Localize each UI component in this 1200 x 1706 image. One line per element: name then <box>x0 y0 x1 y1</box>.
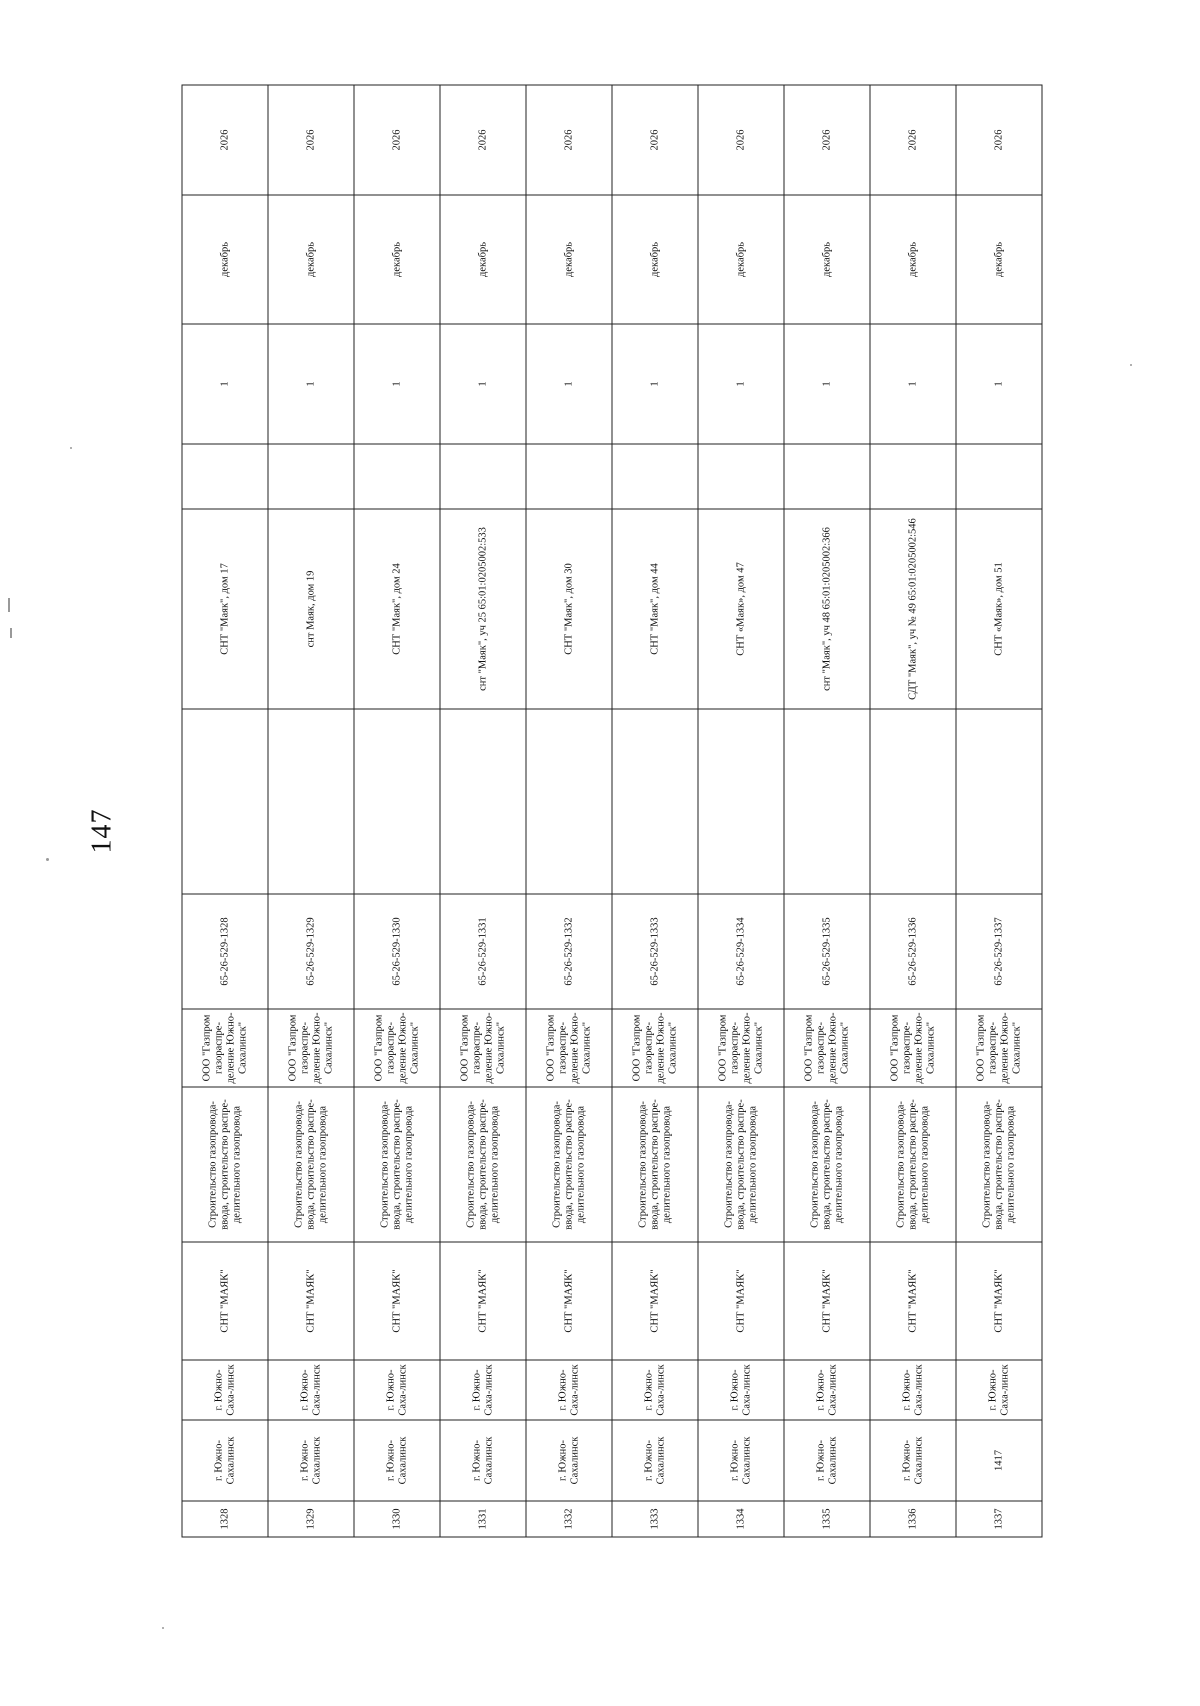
count-cell: 1 <box>698 324 784 444</box>
code-cell: 65-26-529-1331 <box>440 894 526 1009</box>
table-row <box>268 85 354 1537</box>
address-cell: снт Маяк, дом 19 <box>268 509 354 709</box>
object-cell: СНТ "МАЯК" <box>268 1242 354 1360</box>
organization-cell: ООО "Газпром газораспре-деление Южно-Сахалинск" <box>182 1009 268 1087</box>
table-row <box>698 85 784 1537</box>
empty-cell <box>698 709 784 894</box>
scan-speck <box>8 598 10 612</box>
year-cell: 2026 <box>956 85 1042 195</box>
locality-cell: г. Южно-Саха-линск <box>870 1360 956 1420</box>
month-cell: декабрь <box>612 195 698 324</box>
code-cell: 65-26-529-1329 <box>268 894 354 1009</box>
row-number-cell: 1330 <box>354 1501 440 1537</box>
object-cell: СНТ "МАЯК" <box>698 1242 784 1360</box>
organization-cell: ООО "Газпром газораспре-деление Южно-Сахалинск" <box>354 1009 440 1087</box>
locality-cell: г. Южно-Саха-линск <box>268 1360 354 1420</box>
year-cell: 2026 <box>698 85 784 195</box>
locality-cell: г. Южно-Саха-линск <box>956 1360 1042 1420</box>
object-cell: СНТ "МАЯК" <box>612 1242 698 1360</box>
empty-cell <box>956 444 1042 509</box>
activity-cell: Строительство газопровода-ввода, строительство распре-делительного газопровода <box>612 1087 698 1242</box>
address-cell: СДТ "Маяк", уч № 49 65:01:0205002:546 <box>870 509 956 709</box>
district-cell: г. Южно-Сахалинск <box>526 1420 612 1501</box>
count-cell: 1 <box>182 324 268 444</box>
year-cell: 2026 <box>182 85 268 195</box>
address-cell: СНТ «Маяк», дом 47 <box>698 509 784 709</box>
empty-cell <box>526 709 612 894</box>
activity-cell: Строительство газопровода-ввода, строительство распре-делительного газопровода <box>956 1087 1042 1242</box>
count-cell: 1 <box>870 324 956 444</box>
district-cell: 1417 <box>956 1420 1042 1501</box>
empty-cell <box>182 709 268 894</box>
month-cell: декабрь <box>698 195 784 324</box>
row-number-cell: 1329 <box>268 1501 354 1537</box>
code-cell: 65-26-529-1335 <box>784 894 870 1009</box>
district-cell: г. Южно-Сахалинск <box>182 1420 268 1501</box>
object-cell: СНТ "МАЯК" <box>440 1242 526 1360</box>
month-cell: декабрь <box>182 195 268 324</box>
month-cell: декабрь <box>870 195 956 324</box>
year-cell: 2026 <box>268 85 354 195</box>
locality-cell: г. Южно-Саха-линск <box>612 1360 698 1420</box>
row-number-cell: 1333 <box>612 1501 698 1537</box>
month-cell: декабрь <box>956 195 1042 324</box>
organization-cell: ООО "Газпром газораспре-деление Южно-Сахалинск" <box>784 1009 870 1087</box>
table-row <box>354 85 440 1537</box>
organization-cell: ООО "Газпром газораспре-деление Южно-Сахалинск" <box>956 1009 1042 1087</box>
locality-cell: г. Южно-Саха-линск <box>182 1360 268 1420</box>
scan-speck <box>46 858 49 861</box>
address-cell: СНТ «Маяк», дом 51 <box>956 509 1042 709</box>
code-cell: 65-26-529-1328 <box>182 894 268 1009</box>
address-cell: СНТ "Маяк", дом 24 <box>354 509 440 709</box>
empty-cell <box>784 444 870 509</box>
empty-cell <box>784 709 870 894</box>
organization-cell: ООО "Газпром газораспре-деление Южно-Сахалинск" <box>526 1009 612 1087</box>
district-cell: г. Южно-Сахалинск <box>784 1420 870 1501</box>
code-cell: 65-26-529-1333 <box>612 894 698 1009</box>
empty-cell <box>440 709 526 894</box>
empty-cell <box>956 709 1042 894</box>
month-cell: декабрь <box>526 195 612 324</box>
table-row <box>870 85 956 1537</box>
activity-cell: Строительство газопровода-ввода, строительство распре-делительного газопровода <box>526 1087 612 1242</box>
district-cell: г. Южно-Сахалинск <box>612 1420 698 1501</box>
organization-cell: ООО "Газпром газораспре-деление Южно-Сахалинск" <box>440 1009 526 1087</box>
empty-cell <box>268 709 354 894</box>
table-row <box>784 85 870 1537</box>
organization-cell: ООО "Газпром газораспре-деление Южно-Сахалинск" <box>870 1009 956 1087</box>
organization-cell: ООО "Газпром газораспре-деление Южно-Сахалинск" <box>612 1009 698 1087</box>
object-cell: СНТ "МАЯК" <box>784 1242 870 1360</box>
organization-cell: ООО "Газпром газораспре-деление Южно-Сахалинск" <box>698 1009 784 1087</box>
activity-cell: Строительство газопровода-ввода, строительство распре-делительного газопровода <box>268 1087 354 1242</box>
month-cell: декабрь <box>440 195 526 324</box>
year-cell: 2026 <box>612 85 698 195</box>
object-cell: СНТ "МАЯК" <box>526 1242 612 1360</box>
empty-cell <box>354 444 440 509</box>
table-wrapper <box>182 85 1042 1537</box>
object-cell: СНТ "МАЯК" <box>354 1242 440 1360</box>
activity-cell: Строительство газопровода-ввода, строительство распре-делительного газопровода <box>784 1087 870 1242</box>
table-row <box>440 85 526 1537</box>
year-cell: 2026 <box>354 85 440 195</box>
row-number-cell: 1337 <box>956 1501 1042 1537</box>
table-body <box>182 85 1042 1537</box>
scan-speck <box>162 1627 164 1629</box>
row-number-cell: 1336 <box>870 1501 956 1537</box>
count-cell: 1 <box>784 324 870 444</box>
empty-cell <box>870 444 956 509</box>
empty-cell <box>612 444 698 509</box>
row-number-cell: 1335 <box>784 1501 870 1537</box>
code-cell: 65-26-529-1334 <box>698 894 784 1009</box>
scan-speck <box>10 628 12 638</box>
activity-cell: Строительство газопровода-ввода, строительство распре-делительного газопровода <box>182 1087 268 1242</box>
code-cell: 65-26-529-1337 <box>956 894 1042 1009</box>
activity-cell: Строительство газопровода-ввода, строительство распре-делительного газопровода <box>698 1087 784 1242</box>
year-cell: 2026 <box>784 85 870 195</box>
count-cell: 1 <box>612 324 698 444</box>
code-cell: 65-26-529-1330 <box>354 894 440 1009</box>
address-cell: снт "Маяк", уч 25 65:01:0205002:533 <box>440 509 526 709</box>
row-number-cell: 1328 <box>182 1501 268 1537</box>
empty-cell <box>698 444 784 509</box>
count-cell: 1 <box>268 324 354 444</box>
row-number-cell: 1332 <box>526 1501 612 1537</box>
object-cell: СНТ "МАЯК" <box>956 1242 1042 1360</box>
data-table <box>182 85 1043 1538</box>
table-row <box>182 85 268 1537</box>
empty-cell <box>268 444 354 509</box>
count-cell: 1 <box>526 324 612 444</box>
month-cell: декабрь <box>784 195 870 324</box>
object-cell: СНТ "МАЯК" <box>870 1242 956 1360</box>
activity-cell: Строительство газопровода-ввода, строительство распре-делительного газопровода <box>440 1087 526 1242</box>
activity-cell: Строительство газопровода-ввода, строительство распре-делительного газопровода <box>870 1087 956 1242</box>
address-cell: снт "Маяк", уч 48 65:01:0205002:366 <box>784 509 870 709</box>
locality-cell: г. Южно-Саха-линск <box>698 1360 784 1420</box>
address-cell: СНТ "Маяк", дом 44 <box>612 509 698 709</box>
district-cell: г. Южно-Сахалинск <box>698 1420 784 1501</box>
count-cell: 1 <box>956 324 1042 444</box>
address-cell: СНТ "Маяк", дом 30 <box>526 509 612 709</box>
activity-cell: Строительство газопровода-ввода, строительство распре-делительного газопровода <box>354 1087 440 1242</box>
table-row <box>956 85 1042 1537</box>
month-cell: декабрь <box>354 195 440 324</box>
table-row <box>612 85 698 1537</box>
empty-cell <box>354 709 440 894</box>
address-cell: СНТ "Маяк", дом 17 <box>182 509 268 709</box>
district-cell: г. Южно-Сахалинск <box>870 1420 956 1501</box>
district-cell: г. Южно-Сахалинск <box>354 1420 440 1501</box>
object-cell: СНТ "МАЯК" <box>182 1242 268 1360</box>
empty-cell <box>526 444 612 509</box>
count-cell: 1 <box>440 324 526 444</box>
empty-cell <box>870 709 956 894</box>
empty-cell <box>182 444 268 509</box>
locality-cell: г. Южно-Саха-линск <box>440 1360 526 1420</box>
count-cell: 1 <box>354 324 440 444</box>
row-number-cell: 1331 <box>440 1501 526 1537</box>
code-cell: 65-26-529-1332 <box>526 894 612 1009</box>
district-cell: г. Южно-Сахалинск <box>268 1420 354 1501</box>
empty-cell <box>440 444 526 509</box>
year-cell: 2026 <box>526 85 612 195</box>
year-cell: 2026 <box>870 85 956 195</box>
page-number: 147 <box>86 808 118 854</box>
year-cell: 2026 <box>440 85 526 195</box>
table-row <box>526 85 612 1537</box>
scan-speck <box>70 447 72 449</box>
empty-cell <box>612 709 698 894</box>
scan-speck <box>1130 364 1132 366</box>
district-cell: г. Южно-Сахалинск <box>440 1420 526 1501</box>
locality-cell: г. Южно-Саха-линск <box>784 1360 870 1420</box>
month-cell: декабрь <box>268 195 354 324</box>
locality-cell: г. Южно-Саха-линск <box>526 1360 612 1420</box>
locality-cell: г. Южно-Саха-линск <box>354 1360 440 1420</box>
organization-cell: ООО "Газпром газораспре-деление Южно-Сахалинск" <box>268 1009 354 1087</box>
row-number-cell: 1334 <box>698 1501 784 1537</box>
code-cell: 65-26-529-1336 <box>870 894 956 1009</box>
